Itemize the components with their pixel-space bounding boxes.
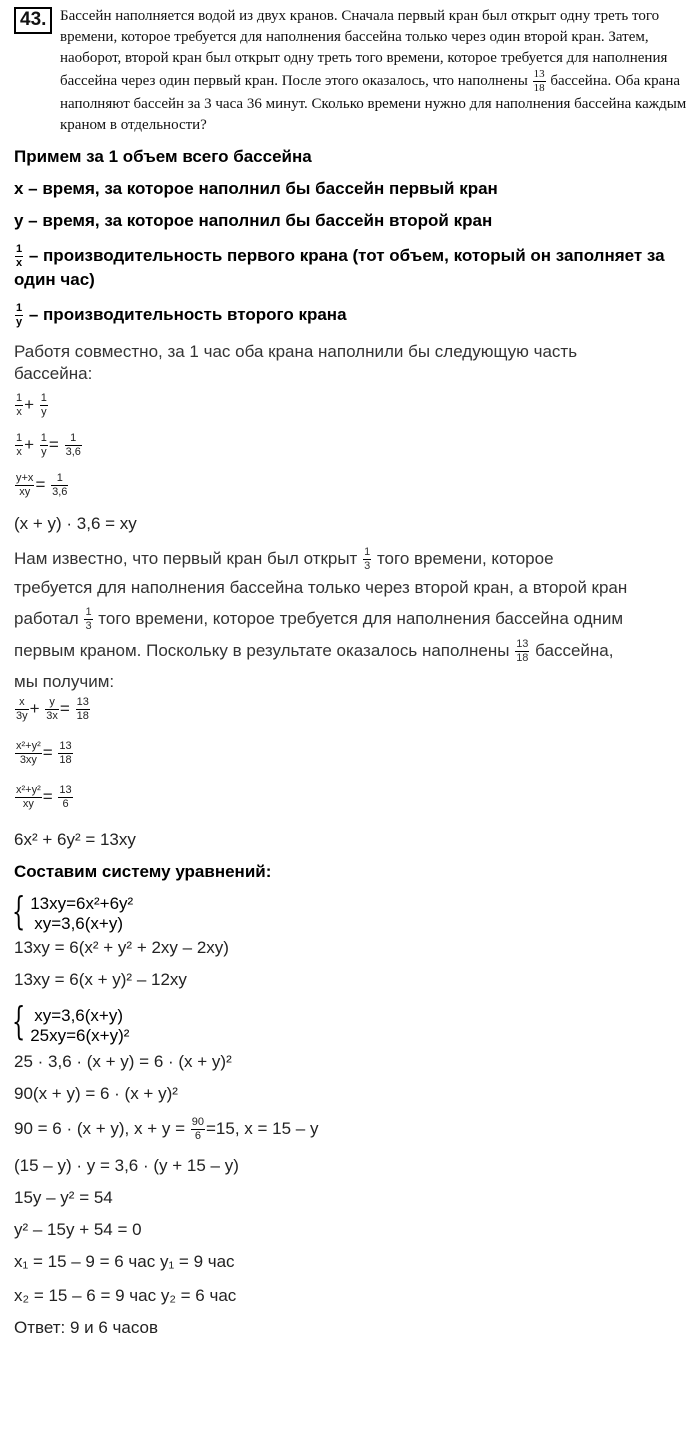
eq-rate-sum: $\frac{1}{x}$ + $\frac{1}{y}$ = $\frac{1}{3,6}$ (16, 432, 81, 458)
problem-text-prefix: Бассейн наполняется водой из двух кранов. Сначала первый кран был открыт одну треть того времени, которое требуется для наполнения бассейна только через один второй кран. Затем, наоборот, второй кран был открыт одну треть того времени, которое требуется для наполнения бассейна через один первый кран. После этого оказалось, что наполнены (60, 8, 668, 89)
paragraph-joint: Работя совместно, за 1 час оба крана наполнили бы следующую часть (14, 342, 578, 361)
paragraph-known-2: требуется для наполнения бассейна только через второй кран, а второй кран (14, 578, 628, 597)
eq-fill-combined: $\frac{\text{x²+y²}}{3xy}$ = $\frac{13}{18}$ (16, 740, 72, 766)
eq-quadratic-form: 6x² + 6y² = 13xy (14, 830, 136, 849)
line-x-rate-cont: один час) (14, 270, 95, 289)
fraction-13-18: $\frac{13}{18}$ (533, 68, 545, 94)
line-x-def: х – время, за которое наполнил бы бассейн первый кран (14, 179, 498, 198)
paragraph-known-3: работал $\frac{1}{3}$ того времени, которое требуется для наполнения бассейна одним (14, 606, 624, 632)
eq-ninety: 90(x + y) = 6 · (x + y)² (14, 1084, 178, 1103)
problem-statement (14, 6, 694, 136)
expr-rate-sum: $\frac{1}{x}$ + $\frac{1}{y}$ (16, 392, 47, 418)
eq-fifty-four: 15y – y² = 54 (14, 1188, 113, 1207)
solution-page (14, 6, 694, 1339)
line-y-rate: $\frac{1}{y}$ – производительность второго крана (16, 302, 347, 328)
system-2: { xy=3,6(x+y) 25xy=6(x+y)² (14, 1001, 129, 1051)
eq-fill-simplified: $\frac{\text{x²+y²}}{xy}$ = $\frac{13}{6}$ (16, 784, 72, 810)
fraction-1-x: $\frac{1}{x}$ (16, 243, 23, 269)
system-1: { 13xy=6x²+6y² xy=3,6(x+y) (14, 891, 133, 937)
root-2: x₂ = 15 – 6 = 9 час y₂ = 6 час (14, 1286, 237, 1305)
eq-sub-y: (15 – y) · y = 3,6 · (y + 15 – y) (14, 1156, 239, 1175)
eq-expand: 13xy = 6(x² + y² + 2xy – 2xy) (14, 938, 229, 957)
brace-icon: { (12, 999, 26, 1043)
line-volume: Примем за 1 объем всего бассейна (14, 147, 312, 166)
paragraph-known-5: мы получим: (14, 672, 115, 691)
root-1: x₁ = 15 – 9 = 6 час y₁ = 9 час (14, 1252, 235, 1271)
paragraph-known: Нам известно, что первый кран был открыт $\frac{1}{3}$ того времени, которое (14, 546, 554, 572)
brace-icon: { (12, 889, 26, 933)
eq-substitute: 25 · 3,6 · (x + y) = 6 · (x + y)² (14, 1052, 232, 1071)
paragraph-joint-cont: бассейна: (14, 364, 93, 383)
paragraph-known-4: первым краном. Поскольку в результате оказалось наполнены $\frac{13}{18}$ бассейна, (14, 638, 614, 664)
answer: Ответ: 9 и 6 часов (14, 1318, 159, 1337)
line-x-rate: $\frac{1}{x}$ – производительность первого крана (тот объем, который он заполняет за (16, 243, 665, 269)
system-heading: Составим систему уравнений: (14, 862, 272, 881)
problem-number: 43. (14, 7, 52, 34)
fraction-1-y: $\frac{1}{y}$ (16, 302, 23, 328)
eq-sum: 90 = 6 · (x + y), x + y = $\frac{90}{6}$ =15, x = 15 – y (14, 1116, 319, 1142)
eq-quadratic: y² – 15y + 54 = 0 (14, 1220, 142, 1239)
eq-common-denom: $\frac{y+x}{xy}$ = $\frac{1}{3,6}$ (16, 472, 68, 498)
line-y-def: у – время, за которое наполнил бы бассейн второй кран (14, 211, 493, 230)
eq-fill-fractions: $\frac{x}{3y}$ + $\frac{y}{3x}$ = $\frac{13}{18}$ (16, 696, 89, 722)
problem-text-suffix: бассейна. Оба крана наполняют бассейн за 3 часа 36 минут. Сколько времени нужно для наполнения бассейна каждым краном в отдельности? (60, 72, 687, 133)
eq-product: (x + y) · 3,6 = xy (14, 514, 137, 533)
eq-square: 13xy = 6(x + y)² – 12xy (14, 970, 187, 989)
